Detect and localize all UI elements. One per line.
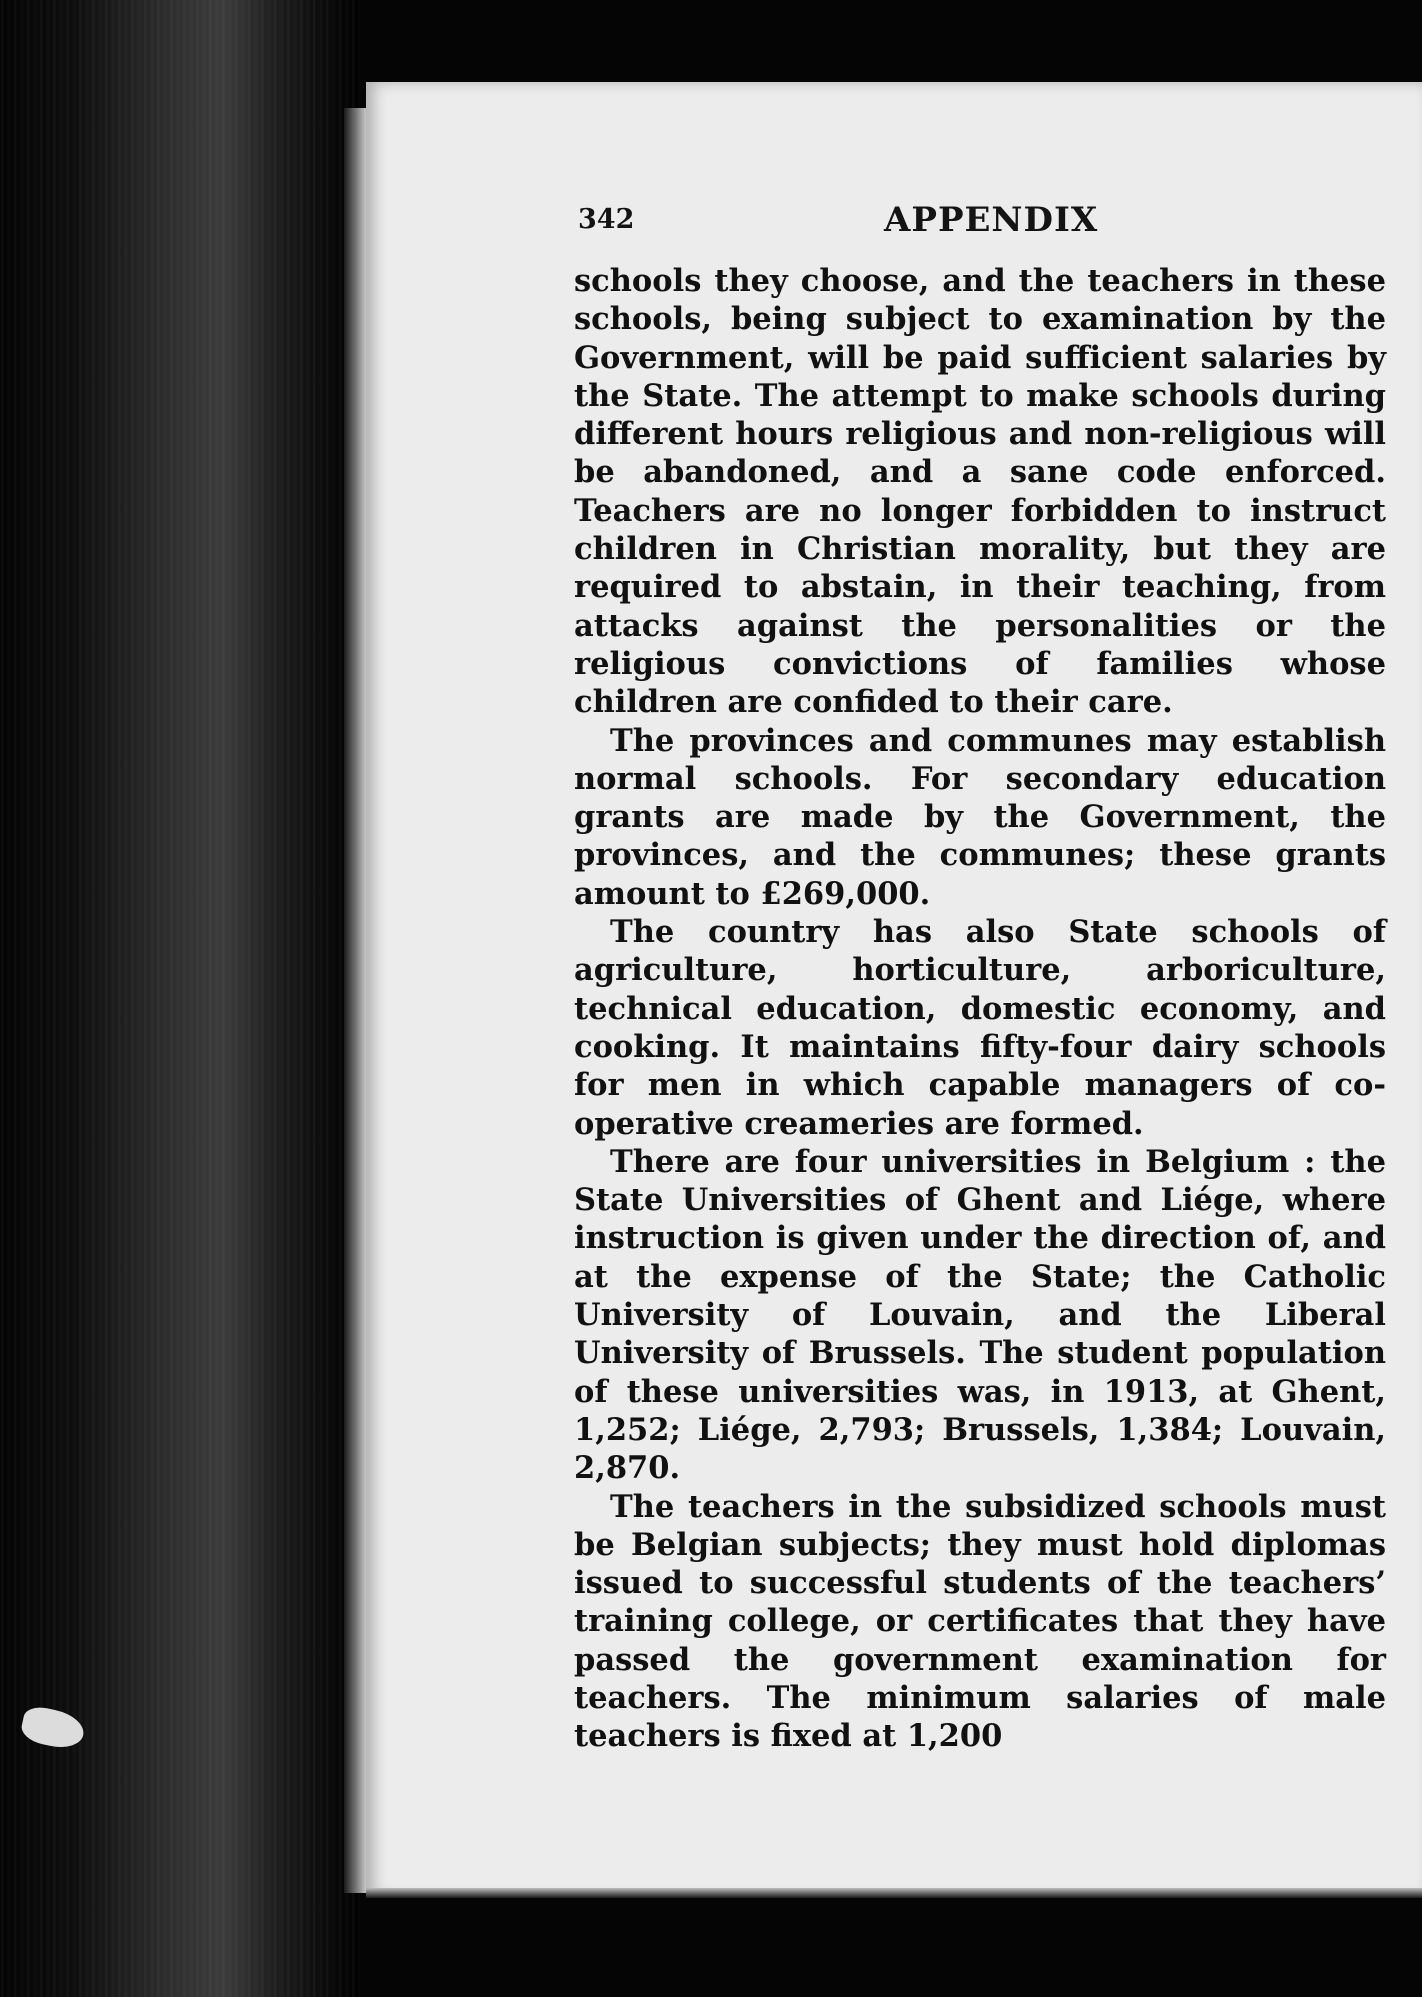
paragraph: The provinces and communes may establish normal schools. For secondary education grants are made by the Government, the provinces, and the communes; these grants amount to £269,000. (574, 722, 1386, 912)
paragraph: The teachers in the subsidized schools must be Belgian subjects; they must hold diplomas issued to successful students of the teachers’ training college, or certificates that they have passed the government examination for teachers. The minimum salaries of male teachers is fixed at 1,200 (574, 1488, 1386, 1755)
paragraph: schools they choose, and the teachers in these schools, being subject to examination by the Government, will be paid sufficient salaries by the State. The attempt to make schools during different hours religious and non-religious will be abandoned, and a sane code enforced. Teachers are no longer forbidden to instruct children in Christian morality, but they are required to abstain, in their teaching, from attacks against the personalities or the religious convictions of families whose children are confided to their care. (574, 263, 1386, 721)
book-spine (0, 0, 360, 1997)
paragraph: There are four universities in Belgium : the State Universities of Ghent and Liége, where instruction is given under the direction of, and at the expense of the State; the Catholic University of Louvain, and the Liberal University of Brussels. The student population of these universities was, in 1913, at Ghent, 1,252; Liége, 2,793; Brussels, 1,384; Louvain, 2,870. (574, 1143, 1386, 1487)
page-number: 342 (578, 204, 635, 235)
running-head (578, 200, 1378, 250)
body-text (574, 262, 1386, 1756)
page-bottom-edge (366, 1888, 1422, 1898)
page-edge (344, 108, 368, 1893)
page-title: APPENDIX (884, 200, 1099, 240)
paragraph: The country has also State schools of agriculture, horticulture, arboriculture, technical education, domestic economy, and cooking. It maintains fifty-four dairy schools for men in which capable managers of co-operative creameries are formed. (574, 914, 1386, 1142)
